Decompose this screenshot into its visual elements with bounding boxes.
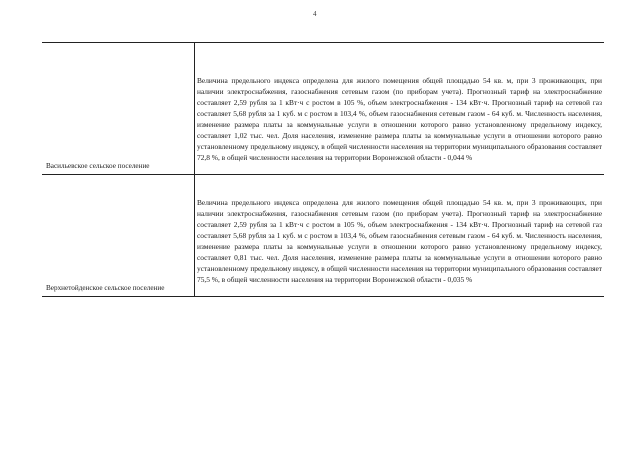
index-description: Величина предельного индекса определена для жилого помещения общей площадью 54 кв. м, при 3 проживающих, при наличии электроснабжения, газоснабжения сетевым газом (по приборам учета). Прогнозный тариф на электроснабжение составляет 2,59 рубля за 1 кВт·ч с ростом в 105 %, объем электроснабжения - 134 кВт·ч. Прогнозный тариф на сетевой газ составляет 5,68 рубля за 1 куб. м с ростом в 103,4 %, объем газоснабжения сетевым газом - 64 куб. м. Численность населения, изменение размера платы за коммунальные услуги в отношении которого равно установленному предельному индексу, составляет 0,81 тыс. чел. Доля населения, изменение размера платы за коммунальные услуги в отношении которого равно установленному предельному индексу, в общей численности населения на территории муниципального образования составляет 75,5 %, в общей численности населения на территории Воронежской области - 0,035 % [197,198,602,284]
table-row [42,175,604,297]
index-description: Величина предельного индекса определена для жилого помещения общей площадью 54 кв. м, при 3 проживающих, при наличии электроснабжения, газоснабжения сетевым газом (по приборам учета). Прогнозный тариф на электроснабжение составляет 2,59 рубля за 1 кВт·ч с ростом в 105 %, объем электроснабжения - 134 кВт·ч. Прогнозный тариф на сетевой газ составляет 5,68 рубля за 1 куб. м с ростом в 103,4 %, объем газоснабжения сетевым газом - 64 куб. м. Численность населения, изменение размера платы за коммунальные услуги в отношении которого равно установленному предельному индексу, составляет 1,02 тыс. чел. Доля населения, изменение размера платы за коммунальные услуги в отношении которого равно установленному предельному индексу, в общей численности населения на территории муниципального образования составляет 72,8 %, в общей численности населения на территории Воронежской области - 0,044 % [197,76,602,162]
indices-table [42,42,604,295]
page-number: 4 [313,10,317,18]
settlement-name: Васильевское сельское поселение [46,162,150,170]
settlement-name: Верхнетойденское сельское поселение [46,284,165,292]
table-row [42,43,604,175]
